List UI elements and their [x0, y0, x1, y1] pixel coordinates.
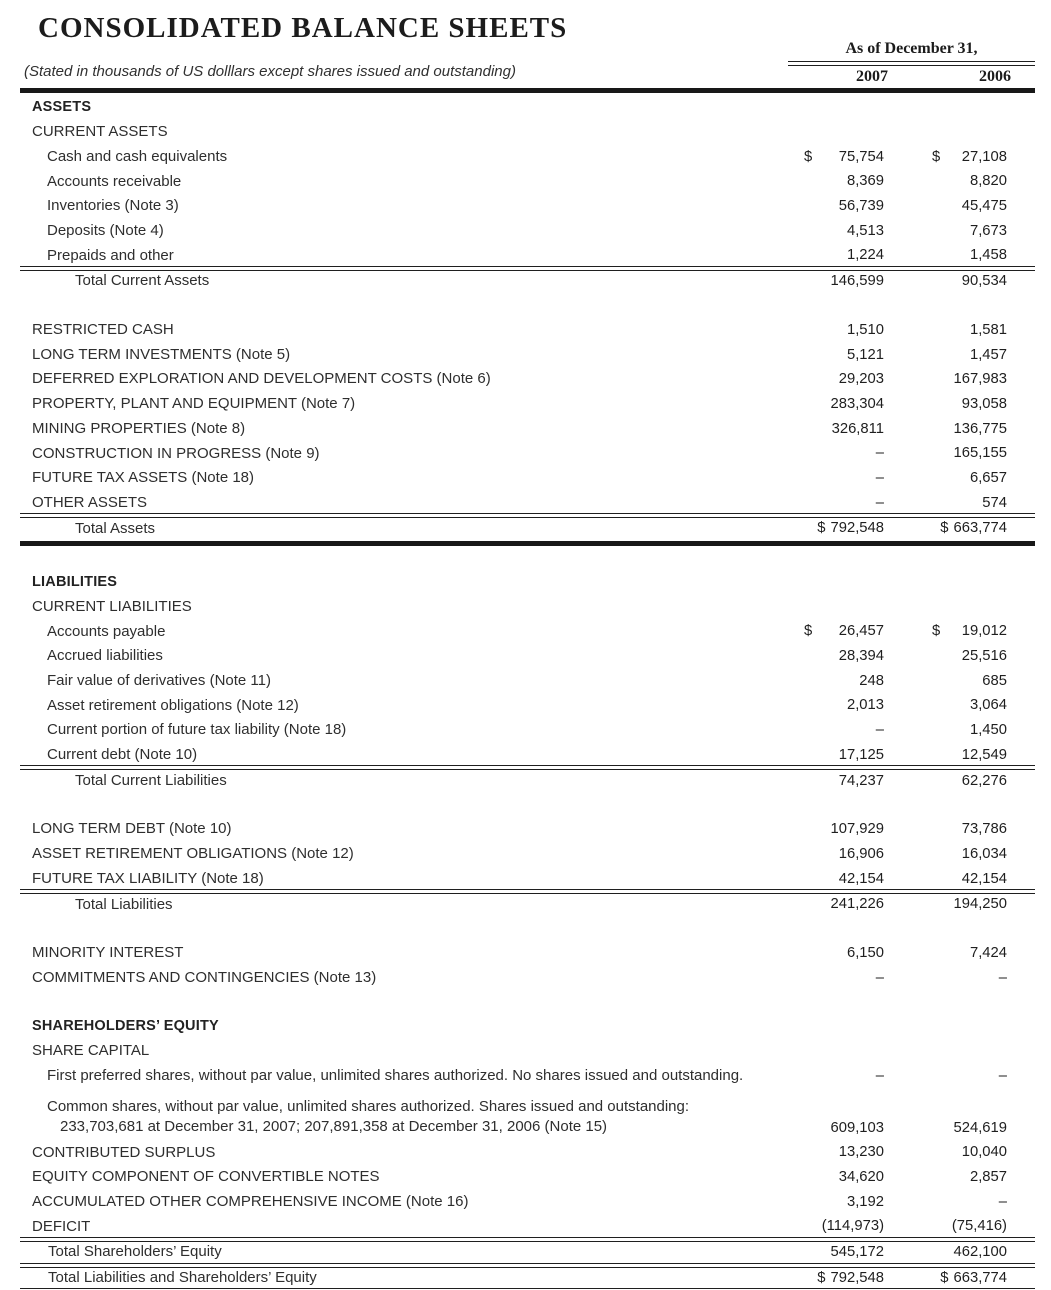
value-2006	[932, 223, 1007, 239]
amount: –	[875, 494, 884, 511]
amount: 685	[982, 672, 1007, 689]
period-label: As of December 31,	[845, 40, 978, 57]
amount: 42,154	[961, 870, 1007, 887]
value-2006	[932, 821, 1007, 837]
table-row	[20, 1240, 1035, 1265]
value-2006	[932, 470, 1007, 486]
value-2006	[932, 846, 1007, 862]
value-2007	[804, 495, 884, 511]
row-label-line2: 233,703,681 at December 31, 2007; 207,891,358 at December 31, 2006 (Note 15)	[60, 1117, 608, 1135]
row-label: Current portion of future tax liability (Note 18)	[47, 721, 347, 739]
amount: 16,906	[838, 845, 884, 862]
amount: 1,581	[969, 321, 1007, 338]
amount: 19,012	[961, 623, 1007, 640]
value-2006	[932, 1169, 1007, 1185]
row-label: CURRENT ASSETS	[32, 123, 168, 141]
amount: 462,100	[953, 1244, 1007, 1261]
table-row	[20, 218, 1035, 243]
row-label: DEFICIT	[32, 1217, 91, 1235]
amount: 194,250	[953, 896, 1007, 913]
double-rule	[20, 266, 1035, 271]
column-header-2007: 2007	[856, 68, 888, 85]
value-2007	[804, 1194, 884, 1210]
section-gap	[20, 990, 1035, 1014]
table-row	[20, 1140, 1035, 1165]
amount: 524,619	[953, 1120, 1007, 1137]
table-row	[20, 768, 1035, 793]
amount: –	[875, 969, 884, 986]
table-row	[20, 1189, 1035, 1214]
table-row	[20, 194, 1035, 219]
table-row	[20, 1039, 1035, 1064]
table-row	[20, 1165, 1035, 1190]
amount: 4,513	[846, 222, 884, 239]
amount: 93,058	[961, 395, 1007, 412]
double-rule	[20, 889, 1035, 894]
row-label: RESTRICTED CASH	[32, 321, 174, 339]
amount: 609,103	[830, 1120, 884, 1137]
value-2007	[804, 821, 884, 837]
page-subtitle: (Stated in thousands of US dolllars except shares issued and outstanding)	[24, 63, 516, 80]
amount: 3,192	[846, 1193, 884, 1210]
amount: 8,369	[846, 173, 884, 190]
row-label: Prepaids and other	[47, 246, 174, 264]
value-2006	[932, 198, 1007, 214]
row-label: First preferred shares, without par value, unlimited shares authorized. No shares issued and outstanding.	[47, 1066, 744, 1084]
amount: 29,203	[838, 371, 884, 388]
value-2006	[932, 697, 1007, 713]
amount: 75,754	[838, 148, 884, 165]
row-label: CONSTRUCTION IN PROGRESS (Note 9)	[32, 444, 320, 462]
table-row	[20, 965, 1035, 990]
amount: –	[875, 722, 884, 739]
section-gap	[20, 546, 1035, 570]
amount: 2,013	[846, 697, 884, 714]
row-label: Total Current Assets	[75, 272, 210, 290]
amount: 165,155	[953, 445, 1007, 462]
amount: 792,548	[830, 520, 884, 537]
value-2007	[804, 747, 884, 763]
value-2007	[804, 846, 884, 862]
table-row	[20, 668, 1035, 693]
value-2006	[932, 1244, 1007, 1260]
table-row	[20, 269, 1035, 294]
double-rule	[20, 1237, 1035, 1242]
amount: 7,673	[969, 222, 1007, 239]
amount: –	[998, 1193, 1007, 1210]
value-2007	[804, 149, 884, 165]
amount: 13,230	[838, 1144, 884, 1161]
amount: 1,224	[846, 247, 884, 264]
amount: 26,457	[838, 623, 884, 640]
value-2007	[804, 198, 884, 214]
value-2007	[804, 773, 884, 789]
table-row	[20, 367, 1035, 392]
row-label: CURRENT LIABILITIES	[32, 597, 192, 615]
value-2006	[932, 1120, 1007, 1136]
row-label: Fair value of derivatives (Note 11)	[47, 672, 271, 690]
row-label: SHAREHOLDERS’ EQUITY	[32, 1017, 219, 1034]
row-label: Current debt (Note 10)	[47, 746, 198, 764]
row-label: Asset retirement obligations (Note 12)	[47, 696, 299, 714]
dollar-sign: $	[804, 148, 813, 165]
value-2007	[804, 396, 884, 412]
value-2007	[804, 445, 884, 461]
amount: 17,125	[838, 746, 884, 763]
amount: 663,774	[953, 520, 1007, 537]
row-label: FUTURE TAX ASSETS (Note 18)	[32, 469, 255, 487]
value-2007	[804, 896, 884, 912]
value-2006	[932, 1218, 1007, 1234]
table-row	[20, 416, 1035, 441]
value-2007	[804, 871, 884, 887]
row-label: LONG TERM DEBT (Note 10)	[32, 820, 232, 838]
amount: 25,516	[961, 648, 1007, 665]
row-label: DEFERRED EXPLORATION AND DEVELOPMENT COSTS (Note 6)	[32, 370, 491, 388]
value-2006	[932, 1144, 1007, 1160]
table-row	[20, 169, 1035, 194]
table-row	[20, 817, 1035, 842]
value-2006	[932, 322, 1007, 338]
row-label: CONTRIBUTED SURPLUS	[32, 1143, 216, 1161]
table-row	[20, 644, 1035, 669]
row-label: Total Shareholders’ Equity	[48, 1243, 222, 1261]
row-label: Total Assets	[75, 519, 156, 537]
table-row	[20, 1088, 1035, 1140]
amount: 1,450	[969, 722, 1007, 739]
double-rule	[20, 765, 1035, 770]
row-label: COMMITMENTS AND CONTINGENCIES (Note 13)	[32, 968, 377, 986]
table-row	[20, 892, 1035, 917]
amount: (114,973)	[821, 1218, 884, 1235]
balance-sheet-table	[20, 93, 1035, 1290]
amount: 241,226	[830, 896, 884, 913]
amount: 56,739	[838, 198, 884, 215]
amount: 45,475	[961, 198, 1007, 215]
dollar-sign: $	[817, 520, 826, 537]
table-row	[20, 441, 1035, 466]
row-label: MINORITY INTEREST	[32, 944, 184, 962]
column-header-2006: 2006	[979, 68, 1011, 85]
amount: 248	[859, 672, 884, 689]
value-2007	[804, 322, 884, 338]
value-2007	[804, 173, 884, 189]
value-2007	[804, 1218, 884, 1234]
value-2007	[804, 673, 884, 689]
value-2006	[932, 871, 1007, 887]
amount: 6,657	[969, 469, 1007, 486]
table-row	[20, 243, 1035, 268]
amount: 574	[982, 494, 1007, 511]
value-2007	[804, 1244, 884, 1260]
page-title: CONSOLIDATED BALANCE SHEETS	[38, 12, 568, 44]
value-2006	[932, 722, 1007, 738]
value-2007	[804, 648, 884, 664]
row-label	[20, 1097, 804, 1136]
amount: 90,534	[961, 273, 1007, 290]
value-2007	[804, 470, 884, 486]
value-2006	[932, 747, 1007, 763]
table-row	[20, 466, 1035, 491]
value-2006	[932, 896, 1007, 912]
amount: 5,121	[846, 346, 884, 363]
value-2007	[804, 1270, 884, 1286]
value-2006	[932, 149, 1007, 165]
row-label: LIABILITIES	[32, 573, 118, 590]
amount: 62,276	[961, 772, 1007, 789]
value-2006	[932, 247, 1007, 263]
table-row	[20, 144, 1035, 169]
table-row	[20, 392, 1035, 417]
row-label: ASSETS	[32, 98, 92, 115]
amount: 27,108	[961, 148, 1007, 165]
value-2006	[932, 773, 1007, 789]
row-label: MINING PROPERTIES (Note 8)	[32, 419, 246, 437]
table-row	[20, 866, 1035, 891]
row-label: Total Liabilities	[75, 895, 173, 913]
amount: 10,040	[961, 1144, 1007, 1161]
table-row	[20, 1214, 1035, 1239]
table-row	[20, 570, 1035, 595]
amount: 3,064	[969, 697, 1007, 714]
amount: 663,774	[953, 1269, 1007, 1286]
value-2006	[932, 648, 1007, 664]
amount: 326,811	[831, 420, 884, 437]
value-2006	[932, 1270, 1007, 1286]
dollar-sign: $	[940, 520, 949, 537]
table-row	[20, 120, 1035, 145]
value-2006	[932, 273, 1007, 289]
dollar-sign: $	[804, 623, 813, 640]
table-row	[20, 594, 1035, 619]
table-row	[20, 95, 1035, 120]
table-row	[20, 1063, 1035, 1088]
row-label: ASSET RETIREMENT OBLIGATIONS (Note 12)	[32, 845, 354, 863]
row-label: SHARE CAPITAL	[32, 1042, 150, 1060]
value-2007	[804, 1144, 884, 1160]
row-label: Accounts payable	[47, 622, 166, 640]
value-2006	[932, 347, 1007, 363]
value-2007	[804, 371, 884, 387]
amount: 34,620	[838, 1169, 884, 1186]
amount: 792,548	[830, 1269, 884, 1286]
row-label: FUTURE TAX LIABILITY (Note 18)	[32, 869, 264, 887]
value-2007	[804, 520, 884, 536]
value-2006	[932, 371, 1007, 387]
amount: –	[998, 969, 1007, 986]
amount: –	[875, 445, 884, 462]
amount: 7,424	[969, 944, 1007, 961]
row-label: EQUITY COMPONENT OF CONVERTIBLE NOTES	[32, 1168, 380, 1186]
amount: 545,172	[830, 1244, 884, 1261]
amount: 74,237	[838, 772, 884, 789]
value-2007	[804, 347, 884, 363]
amount: –	[998, 1067, 1007, 1084]
value-2007	[804, 697, 884, 713]
value-2007	[804, 247, 884, 263]
value-2007	[804, 722, 884, 738]
amount: –	[875, 1067, 884, 1084]
double-rule	[20, 1263, 1035, 1268]
value-2006	[932, 1068, 1007, 1084]
amount: 167,983	[953, 371, 1007, 388]
amount: 28,394	[838, 648, 884, 665]
row-label: Accrued liabilities	[47, 647, 163, 665]
dollar-sign: $	[932, 623, 941, 640]
amount: 8,820	[969, 173, 1007, 190]
row-label: OTHER ASSETS	[32, 493, 148, 511]
amount: 16,034	[961, 845, 1007, 862]
row-label: PROPERTY, PLANT AND EQUIPMENT (Note 7)	[32, 395, 356, 413]
amount: 136,775	[953, 420, 1007, 437]
table-row	[20, 318, 1035, 343]
value-2006	[932, 1194, 1007, 1210]
value-2006	[932, 421, 1007, 437]
value-2007	[804, 421, 884, 437]
table-row	[20, 1266, 1035, 1290]
amount: (75,416)	[951, 1218, 1007, 1235]
table-row	[20, 743, 1035, 768]
table-row	[20, 941, 1035, 966]
amount: 73,786	[961, 821, 1007, 838]
row-label: Inventories (Note 3)	[47, 197, 179, 215]
value-2007	[804, 1068, 884, 1084]
value-2007	[804, 623, 884, 639]
value-2007	[804, 1120, 884, 1136]
value-2006	[932, 445, 1007, 461]
row-label: LONG TERM INVESTMENTS (Note 5)	[32, 345, 291, 363]
table-row	[20, 842, 1035, 867]
amount: –	[875, 469, 884, 486]
row-label: Accounts receivable	[47, 172, 182, 190]
amount: 1,458	[969, 247, 1007, 264]
amount: 2,857	[969, 1169, 1007, 1186]
value-2007	[804, 223, 884, 239]
amount: 12,549	[961, 746, 1007, 763]
row-label: Cash and cash equivalents	[47, 147, 228, 165]
year-column-headers	[788, 66, 1035, 88]
table-row	[20, 693, 1035, 718]
amount: 283,304	[830, 395, 884, 412]
amount: 1,457	[969, 346, 1007, 363]
row-label: Deposits (Note 4)	[47, 222, 164, 240]
row-label: Total Current Liabilities	[75, 771, 227, 789]
value-2007	[804, 273, 884, 289]
document-header	[20, 0, 1035, 88]
section-gap	[20, 294, 1035, 318]
table-row	[20, 342, 1035, 367]
dollar-sign: $	[932, 148, 941, 165]
value-2007	[804, 970, 884, 986]
table-row	[20, 619, 1035, 644]
value-2006	[932, 945, 1007, 961]
amount: 107,929	[830, 821, 884, 838]
table-row	[20, 516, 1035, 541]
section-gap	[20, 917, 1035, 941]
value-2006	[932, 970, 1007, 986]
row-label: Total Liabilities and Shareholders’ Equity	[48, 1269, 317, 1287]
value-2006	[932, 396, 1007, 412]
double-rule	[20, 513, 1035, 518]
value-2006	[932, 495, 1007, 511]
table-row	[20, 718, 1035, 743]
amount: 146,599	[830, 273, 884, 290]
dollar-sign: $	[817, 1269, 826, 1286]
value-2007	[804, 1169, 884, 1185]
dollar-sign: $	[940, 1269, 949, 1286]
value-2006	[932, 520, 1007, 536]
period-header	[788, 40, 1035, 88]
value-2006	[932, 173, 1007, 189]
amount: 6,150	[846, 944, 884, 961]
table-row	[20, 1014, 1035, 1039]
value-2007	[804, 945, 884, 961]
amount: 42,154	[838, 870, 884, 887]
value-2006	[932, 673, 1007, 689]
section-gap	[20, 793, 1035, 817]
row-label: ACCUMULATED OTHER COMPREHENSIVE INCOME (Note 16)	[32, 1193, 469, 1211]
table-row	[20, 490, 1035, 515]
value-2006	[932, 623, 1007, 639]
row-label-line1: Common shares, without par value, unlimited shares authorized. Shares issued and outstanding:	[47, 1098, 690, 1116]
amount: 1,510	[846, 321, 884, 338]
